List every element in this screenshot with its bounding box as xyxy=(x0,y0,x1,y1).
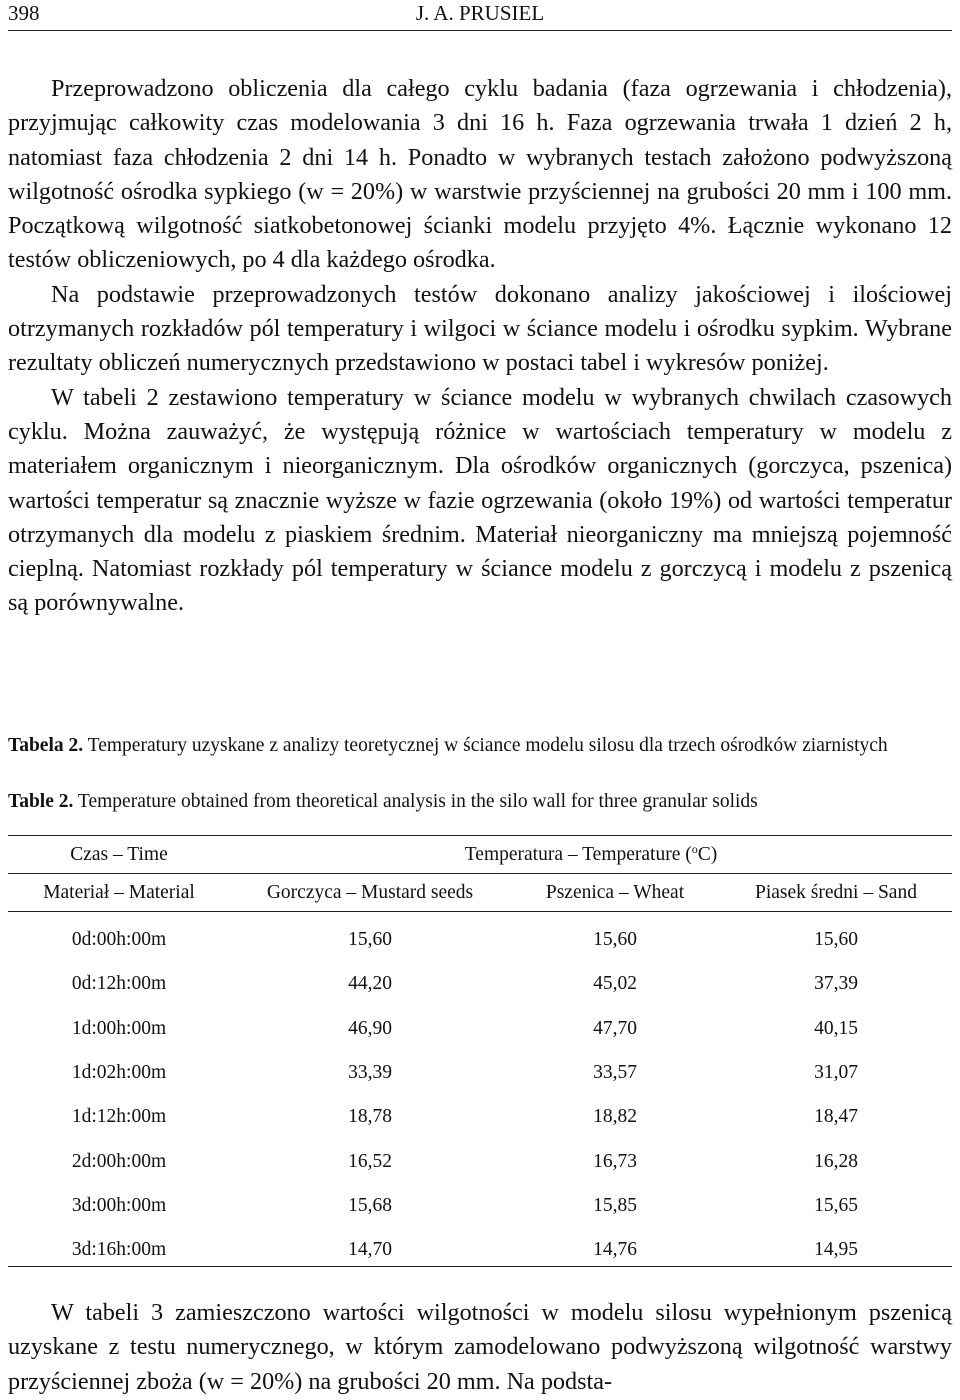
table-row xyxy=(8,1228,952,1272)
running-header xyxy=(8,0,952,30)
paragraph: Na podstawie przeprowadzonych testów dokonano analizy jakościowej i ilościowej otrzymanych rozkładów pól temperatury i wilgoci w ściance modelu i ośrodku sypkim. Wybrane rezultaty obliczeń numerycznych przedstawiono w postaci tabel i wykresów poniżej. xyxy=(8,280,952,377)
table-row xyxy=(8,1139,952,1183)
value-cell: 16,28 xyxy=(814,1150,858,1172)
body-text-continued xyxy=(8,1296,952,1399)
time-cell: 1d:12h:00m xyxy=(71,1106,167,1128)
table-row xyxy=(8,1007,952,1051)
value-cell: 14,76 xyxy=(593,1239,637,1261)
value-cell: 18,47 xyxy=(814,1106,858,1128)
caption-text-pl: Temperatury uzyskane z analizy teoretycznej w ściance modelu silosu dla trzech ośrodków ziarnistych xyxy=(87,735,888,756)
page-number: 398 xyxy=(8,1,40,25)
table-row xyxy=(8,1184,952,1228)
paragraph: W tabeli 2 zestawiono temperatury w ściance modelu w wybranych chwilach czasowych cyklu. Można zauważyć, że występują różnice w wartościach temperatury w modelu z materiałem organicznym i nieorganicznym. Dla ośrodków organicznych (gorczyca, pszenica) wartości temperatur są znacznie wyższe w fazie ogrzewania (około 19%) od wartości temperatur otrzymanych dla modelu z piaskiem średnim. Materiał nieorganiczny ma mniejszą pojemność cieplną. Natomiast rozkłady pól temperatury w ściance modelu z gorczycą i modelu z pszenicą są porównywalne. xyxy=(8,383,952,617)
caption-label-pl: Tabela 2. xyxy=(8,735,84,756)
time-header: Czas – Time xyxy=(70,844,168,865)
value-cell: 44,20 xyxy=(348,973,392,995)
table-caption-pl xyxy=(8,732,952,760)
column-header: Pszenica – Wheat xyxy=(545,882,685,903)
value-cell: 15,85 xyxy=(593,1194,637,1216)
table-header-row xyxy=(8,836,952,874)
paragraph: Przeprowadzono obliczenia dla całego cyklu badania (faza ogrzewania i chłodzenia), przyjmując całkowity czas modelowania 3 dni 16 h. Faza ogrzewania trwała 1 dzień 2 h, natomiast faza chłodzenia 2 dni 14 h. Ponadto w wybranych testach założono podwyższoną wilgotność ośrodka sypkiego (w = 20%) w warstwie przyściennej na grubości 20 mm i 100 mm. Początkową wilgotność siatkobetonowej ścianki modelu przyjęto 4%. Łącznie wykonano 12 testów obliczeniowych, po 4 dla każdego ośrodka. xyxy=(8,75,952,274)
value-cell: 15,60 xyxy=(593,929,637,951)
column-header: Gorczyca – Mustard seeds xyxy=(266,882,474,903)
temperature-header: Temperatura – Temperature ($^o$C) xyxy=(464,842,718,865)
temperature-table xyxy=(8,836,952,1272)
caption-text-en: Temperature obtained from theoretical analysis in the silo wall for three granular solids xyxy=(77,791,758,812)
time-cell: 0d:12h:00m xyxy=(71,973,167,995)
table-row xyxy=(8,912,952,962)
time-cell: 0d:00h:00m xyxy=(71,929,167,951)
value-cell: 33,39 xyxy=(348,1062,392,1084)
value-cell: 15,65 xyxy=(814,1194,858,1216)
value-cell: 14,70 xyxy=(348,1239,392,1261)
paragraph: W tabeli 3 zamieszczono wartości wilgotności w modelu silosu wypełnionym pszenicą uzyskane z testu numerycznego, w którym zamodelowano podwyższoną wilgotność warstwy przyściennej zboża (w = 20%) na grubości 20 mm. Na podsta- xyxy=(8,1299,952,1395)
value-cell: 40,15 xyxy=(814,1017,858,1039)
table-subheader-row xyxy=(8,874,952,912)
header-rule xyxy=(8,30,952,31)
body-text xyxy=(8,72,952,621)
time-cell: 2d:00h:00m xyxy=(71,1150,167,1172)
value-cell: 47,70 xyxy=(593,1017,637,1039)
table-row xyxy=(8,1095,952,1139)
time-cell: 1d:00h:00m xyxy=(71,1017,167,1039)
caption-label-en: Table 2. xyxy=(8,791,74,812)
value-cell: 15,68 xyxy=(348,1194,392,1216)
value-cell: 37,39 xyxy=(814,973,858,995)
value-cell: 45,02 xyxy=(593,973,637,995)
time-cell: 3d:00h:00m xyxy=(71,1194,167,1216)
value-cell: 18,78 xyxy=(348,1106,392,1128)
running-head: J. A. PRUSIEL xyxy=(415,1,545,25)
value-cell: 46,90 xyxy=(348,1017,392,1039)
value-cell: 33,57 xyxy=(593,1062,637,1084)
value-cell: 31,07 xyxy=(814,1062,858,1084)
value-cell: 15,60 xyxy=(814,929,858,951)
value-cell: 14,95 xyxy=(814,1239,858,1261)
value-cell: 16,52 xyxy=(348,1150,392,1172)
value-cell: 15,60 xyxy=(348,929,392,951)
value-cell: 18,82 xyxy=(593,1106,637,1128)
table-row xyxy=(8,962,952,1006)
material-header: Materiał – Material xyxy=(43,882,195,903)
value-cell: 16,73 xyxy=(593,1150,637,1172)
table-caption-en xyxy=(8,788,952,816)
column-header: Piasek średni – Sand xyxy=(755,882,917,903)
time-cell: 1d:02h:00m xyxy=(71,1062,167,1084)
table-row xyxy=(8,1051,952,1095)
time-cell: 3d:16h:00m xyxy=(71,1239,167,1261)
